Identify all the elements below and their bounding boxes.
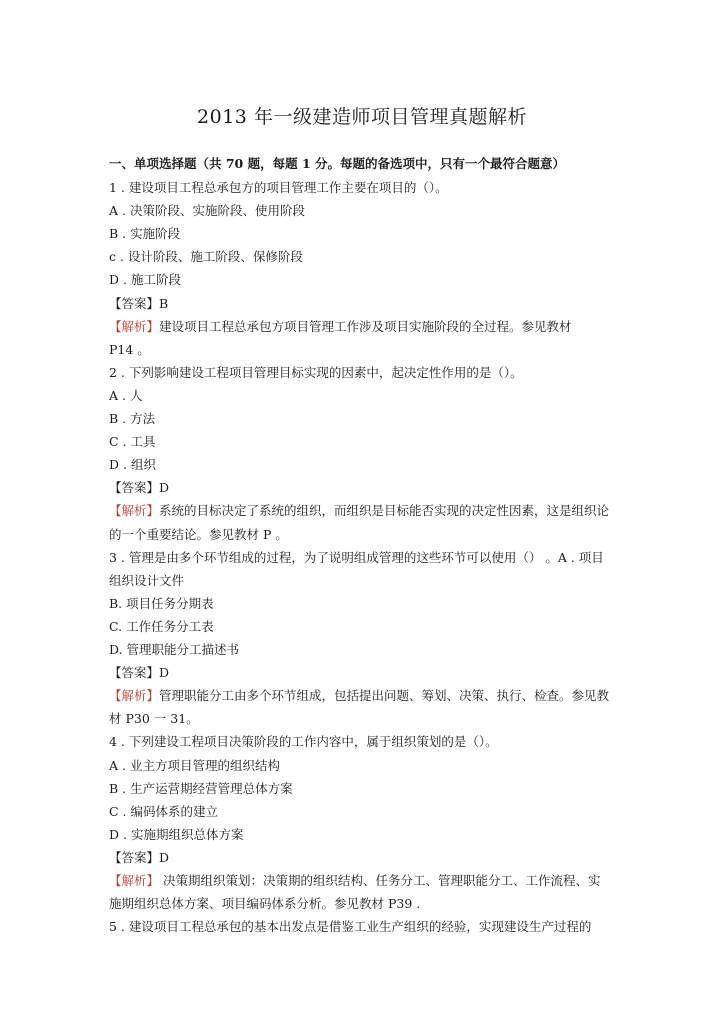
text-line: A . 人 bbox=[109, 387, 143, 403]
analysis-text: 建设项目工程总承包方项目管理工作涉及项目实施阶段的全过程。参见教材 bbox=[159, 318, 572, 334]
text-line: B . 实施阶段 bbox=[109, 226, 181, 242]
text-line: 4 . 下列建设工程项目决策阶段的工作内容中，属于组织策划的是（）。 bbox=[109, 734, 498, 750]
text-line: 的一个重要结论。参见教材 P 。 bbox=[109, 526, 288, 542]
analysis-text: 决策期组织策划：决策期的组织结构、任务分工、管理职能分工、工作流程、实 bbox=[159, 873, 601, 888]
analysis-line bbox=[109, 501, 609, 519]
analysis-line bbox=[109, 871, 601, 889]
text-line: 1 . 建设项目工程总承包方的项目管理工作主要在项目的（）。 bbox=[109, 180, 448, 195]
analysis-tag: 【解析】 bbox=[109, 318, 160, 334]
text-line: 施期组织总体方案、项目编码体系分析。参见教材 P39 . bbox=[109, 896, 421, 912]
analysis-text: 管理职能分工由多个环节组成，包括提出问题、筹划、决策、执行、检查。参见教 bbox=[159, 688, 610, 704]
text-line: D . 实施期组织总体方案 bbox=[109, 826, 244, 842]
page-title: 2013 年一级建造师项目管理真题解析 bbox=[197, 106, 527, 128]
text-line: 【答案】D bbox=[109, 849, 170, 865]
text-line: C. 工作任务分工表 bbox=[109, 618, 214, 634]
analysis-line bbox=[109, 317, 572, 335]
text-line: 5 . 建设项目工程总承包的基本出发点是借鉴工业生产组织的经验，实现建设生产过程的 bbox=[109, 919, 592, 935]
text-line: 【答案】B bbox=[109, 295, 169, 311]
text-line: 【答案】D bbox=[109, 665, 170, 681]
analysis-line bbox=[109, 686, 609, 704]
text-line: 组织设计文件 bbox=[109, 572, 185, 588]
text-line: A . 决策阶段、实施阶段、使用阶段 bbox=[109, 203, 305, 219]
analysis-tag: 【解析】 bbox=[109, 688, 160, 704]
text-line: P14 。 bbox=[109, 341, 150, 357]
text-line: 2 . 下列影响建设工程项目管理目标实现的因素中，起决定性作用的是（）。 bbox=[109, 364, 523, 380]
analysis-tag: 【解析】 bbox=[109, 503, 160, 519]
analysis-text: 系统的目标决定了系统的组织，而组织是目标能否实现的决定性因素，这是组织论 bbox=[159, 503, 610, 519]
text-line: B . 方法 bbox=[109, 411, 156, 426]
text-line: D . 组织 bbox=[109, 457, 156, 473]
analysis-tag: 【解析】 bbox=[109, 873, 160, 888]
text-line: D. 管理职能分工描述书 bbox=[109, 642, 240, 657]
text-line: 【答案】D bbox=[109, 480, 170, 496]
text-line: D . 施工阶段 bbox=[109, 272, 181, 288]
text-line: c . 设计阶段、施工阶段、保修阶段 bbox=[109, 249, 303, 265]
text-line: 材 P30 一 31。 bbox=[109, 711, 199, 727]
text-line: 3 . 管理是由多个环节组成的过程，为了说明组成管理的这些环节可以使用（） 。A . 项目 bbox=[109, 549, 604, 565]
text-line: B. 项目任务分期表 bbox=[109, 595, 214, 611]
text-line: C . 工具 bbox=[109, 434, 156, 450]
section-heading: 一、单项选择题（共 70 题，每题 1 分。每题的备选项中，只有一个最符合题意） bbox=[109, 156, 566, 171]
text-line: C . 编码体系的建立 bbox=[109, 803, 218, 819]
text-line: B . 生产运营期经营管理总体方案 bbox=[109, 780, 293, 796]
text-line: A . 业主方项目管理的组织结构 bbox=[109, 757, 280, 773]
